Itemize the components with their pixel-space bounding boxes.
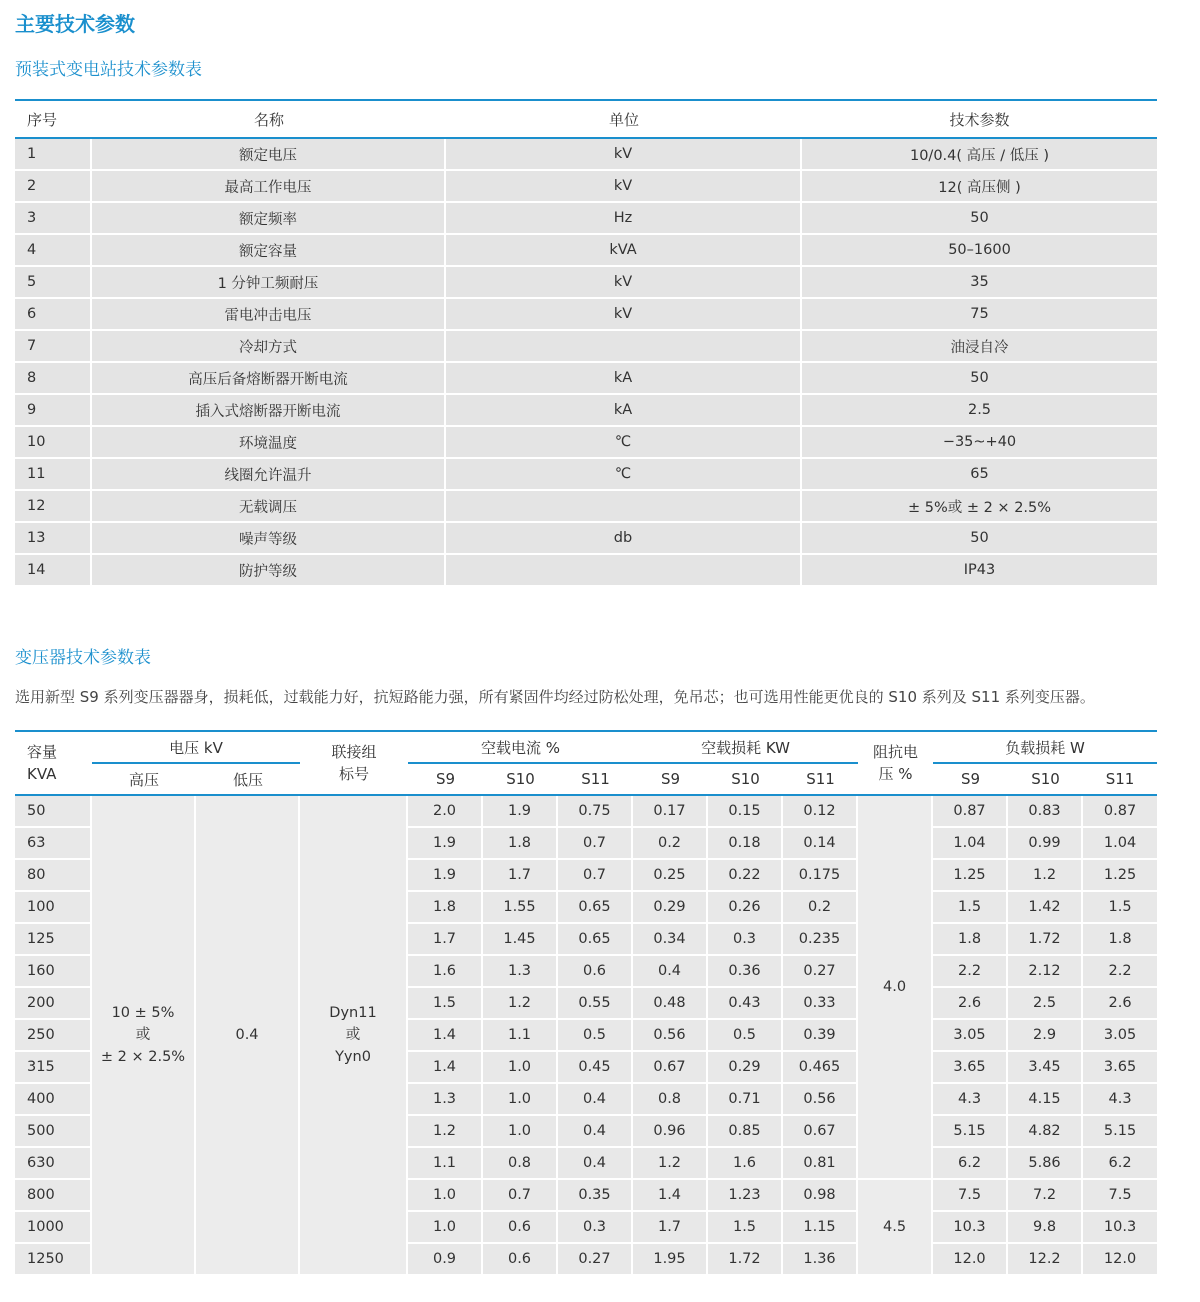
table-row: [15, 555, 1157, 587]
no-load-loss-cell: 0.27: [783, 956, 858, 988]
no-load-current-cell: 1.55: [483, 892, 558, 924]
load-loss-cell: 5.15: [933, 1116, 1008, 1148]
row-index: 7: [15, 331, 92, 363]
row-param: 65: [802, 459, 1157, 491]
no-load-loss-cell: 0.71: [708, 1084, 783, 1116]
capacity-cell: 160: [15, 956, 92, 988]
merged-line: 10 ± 5%: [111, 1005, 175, 1021]
header-impedance-line2: 压 %: [878, 765, 913, 783]
no-load-current-cell: 0.4: [558, 1148, 633, 1180]
no-load-loss-cell: 1.7: [633, 1212, 708, 1244]
no-load-loss-cell: 0.25: [633, 860, 708, 892]
header-nll-s11: S11: [783, 764, 858, 796]
no-load-loss-cell: 0.85: [708, 1116, 783, 1148]
no-load-current-cell: 1.0: [483, 1116, 558, 1148]
no-load-current-cell: 0.55: [558, 988, 633, 1020]
header-param: 技术参数: [802, 101, 1157, 139]
row-param: 12( 高压侧 ): [802, 171, 1157, 203]
load-loss-cell: 1.04: [1083, 828, 1157, 860]
no-load-loss-cell: 0.465: [783, 1052, 858, 1084]
load-loss-cell: 12.0: [933, 1244, 1008, 1276]
high-voltage-cell: [92, 796, 196, 1276]
no-load-current-cell: 1.2: [408, 1116, 483, 1148]
capacity-cell: 1250: [15, 1244, 92, 1276]
load-loss-cell: 1.8: [933, 924, 1008, 956]
no-load-loss-cell: 0.235: [783, 924, 858, 956]
no-load-loss-cell: 0.48: [633, 988, 708, 1020]
no-load-current-cell: 1.45: [483, 924, 558, 956]
no-load-current-cell: 1.2: [483, 988, 558, 1020]
load-loss-cell: 10.3: [1083, 1212, 1157, 1244]
header-high: 高压: [92, 764, 196, 796]
no-load-loss-cell: 0.12: [783, 796, 858, 828]
no-load-loss-cell: 1.6: [708, 1148, 783, 1180]
merged-line: ± 2 × 2.5%: [100, 1049, 186, 1065]
no-load-current-cell: 2.0: [408, 796, 483, 828]
load-loss-cell: 7.5: [1083, 1180, 1157, 1212]
table-row: [15, 139, 1157, 171]
capacity-cell: 100: [15, 892, 92, 924]
row-param: 35: [802, 267, 1157, 299]
load-loss-cell: 1.25: [933, 860, 1008, 892]
substation-params-table: [15, 99, 1157, 587]
header-connection-line1: 联接组: [331, 743, 377, 761]
no-load-current-cell: 1.4: [408, 1020, 483, 1052]
no-load-loss-cell: 0.26: [708, 892, 783, 924]
no-load-loss-cell: 0.29: [633, 892, 708, 924]
load-loss-cell: 5.86: [1008, 1148, 1083, 1180]
no-load-loss-cell: 0.29: [708, 1052, 783, 1084]
row-index: 12: [15, 491, 92, 523]
row-name: 高压后备熔断器开断电流: [92, 363, 446, 395]
table-row: [15, 235, 1157, 267]
row-param: 10/0.4( 高压 / 低压 ): [802, 139, 1157, 171]
load-loss-cell: 1.72: [1008, 924, 1083, 956]
load-loss-cell: 6.2: [1083, 1148, 1157, 1180]
no-load-loss-cell: 0.81: [783, 1148, 858, 1180]
no-load-loss-cell: 0.8: [633, 1084, 708, 1116]
capacity-cell: 500: [15, 1116, 92, 1148]
no-load-loss-cell: 0.67: [783, 1116, 858, 1148]
load-loss-cell: 4.82: [1008, 1116, 1083, 1148]
row-name: 额定电压: [92, 139, 446, 171]
load-loss-cell: 6.2: [933, 1148, 1008, 1180]
row-unit: kV: [446, 171, 802, 203]
no-load-current-cell: 1.1: [483, 1020, 558, 1052]
no-load-loss-cell: 0.34: [633, 924, 708, 956]
no-load-loss-cell: 0.96: [633, 1116, 708, 1148]
row-index: 10: [15, 427, 92, 459]
header-capacity: [15, 732, 92, 796]
load-loss-cell: 0.87: [933, 796, 1008, 828]
table2-intro: 选用新型 S9 系列变压器器身，损耗低，过载能力好，抗短路能力强，所有紧固件均经过防松处理，免吊芯；也可选用性能更优良的 S10 系列及 S11 系列变压器。: [15, 688, 1095, 706]
no-load-current-cell: 1.6: [408, 956, 483, 988]
header-connection: [300, 732, 408, 796]
no-load-current-cell: 0.75: [558, 796, 633, 828]
row-index: 2: [15, 171, 92, 203]
header-connection-line2: 标号: [338, 765, 369, 783]
capacity-cell: 80: [15, 860, 92, 892]
no-load-current-cell: 0.7: [558, 860, 633, 892]
header-load-loss: 负载损耗 W: [933, 732, 1157, 764]
load-loss-cell: 2.2: [1083, 956, 1157, 988]
capacity-cell: 250: [15, 1020, 92, 1052]
no-load-loss-cell: 0.14: [783, 828, 858, 860]
load-loss-cell: 12.0: [1083, 1244, 1157, 1276]
no-load-loss-cell: 0.56: [783, 1084, 858, 1116]
row-name: 冷却方式: [92, 331, 446, 363]
no-load-loss-cell: 0.4: [633, 956, 708, 988]
no-load-current-cell: 1.9: [408, 828, 483, 860]
table-row: [15, 363, 1157, 395]
no-load-loss-cell: 1.15: [783, 1212, 858, 1244]
row-index: 5: [15, 267, 92, 299]
row-name: 环境温度: [92, 427, 446, 459]
load-loss-cell: 1.25: [1083, 860, 1157, 892]
no-load-current-cell: 0.4: [558, 1084, 633, 1116]
no-load-current-cell: 1.0: [483, 1084, 558, 1116]
load-loss-cell: 4.3: [933, 1084, 1008, 1116]
load-loss-cell: 3.65: [1083, 1052, 1157, 1084]
load-loss-cell: 4.3: [1083, 1084, 1157, 1116]
no-load-current-cell: 1.0: [483, 1052, 558, 1084]
load-loss-cell: 1.2: [1008, 860, 1083, 892]
no-load-current-cell: 0.65: [558, 892, 633, 924]
no-load-loss-cell: 1.72: [708, 1244, 783, 1276]
table-row: [15, 299, 1157, 331]
row-index: 4: [15, 235, 92, 267]
row-name: 额定频率: [92, 203, 446, 235]
no-load-current-cell: 1.8: [408, 892, 483, 924]
load-loss-cell: 0.99: [1008, 828, 1083, 860]
row-param: −35~+40: [802, 427, 1157, 459]
no-load-loss-cell: 1.4: [633, 1180, 708, 1212]
header-nlc-s11: S11: [558, 764, 633, 796]
no-load-current-cell: 1.0: [408, 1212, 483, 1244]
capacity-cell: 630: [15, 1148, 92, 1180]
row-index: 8: [15, 363, 92, 395]
no-load-current-cell: 1.3: [483, 956, 558, 988]
load-loss-cell: 2.2: [933, 956, 1008, 988]
no-load-loss-cell: 1.95: [633, 1244, 708, 1276]
no-load-current-cell: 0.3: [558, 1212, 633, 1244]
capacity-cell: 63: [15, 828, 92, 860]
table-row: [15, 796, 1157, 828]
row-unit: [446, 491, 802, 523]
row-param: 50: [802, 523, 1157, 555]
row-param: 50: [802, 203, 1157, 235]
load-loss-cell: 2.6: [933, 988, 1008, 1020]
load-loss-cell: 3.05: [1083, 1020, 1157, 1052]
row-name: 1 分钟工频耐压: [92, 267, 446, 299]
no-load-current-cell: 1.7: [483, 860, 558, 892]
no-load-loss-cell: 0.98: [783, 1180, 858, 1212]
no-load-current-cell: 0.6: [558, 956, 633, 988]
row-param: 2.5: [802, 395, 1157, 427]
capacity-cell: 800: [15, 1180, 92, 1212]
table1-caption: 预装式变电站技术参数表: [15, 60, 202, 80]
row-param: ± 5%或 ± 2 × 2.5%: [802, 491, 1157, 523]
impedance-cell: 4.5: [858, 1180, 933, 1276]
header-capacity-line2: KVA: [27, 765, 57, 783]
no-load-loss-cell: 0.18: [708, 828, 783, 860]
table1-header-row: [15, 101, 1157, 139]
row-name: 噪声等级: [92, 523, 446, 555]
no-load-current-cell: 0.65: [558, 924, 633, 956]
no-load-current-cell: 1.9: [483, 796, 558, 828]
header-ll-s11: S11: [1083, 764, 1157, 796]
merged-line: Dyn11: [329, 1005, 377, 1021]
no-load-loss-cell: 0.22: [708, 860, 783, 892]
section-title: 主要技术参数: [15, 12, 135, 36]
header-nlc-s9: S9: [408, 764, 483, 796]
row-index: 14: [15, 555, 92, 587]
load-loss-cell: 9.8: [1008, 1212, 1083, 1244]
no-load-loss-cell: 0.67: [633, 1052, 708, 1084]
no-load-current-cell: 0.7: [483, 1180, 558, 1212]
no-load-current-cell: 0.8: [483, 1148, 558, 1180]
low-voltage-cell: 0.4: [196, 796, 300, 1276]
row-unit: kV: [446, 299, 802, 331]
no-load-current-cell: 1.5: [408, 988, 483, 1020]
load-loss-cell: 5.15: [1083, 1116, 1157, 1148]
row-param: 50: [802, 363, 1157, 395]
header-index: 序号: [15, 101, 92, 139]
row-unit: kVA: [446, 235, 802, 267]
no-load-current-cell: 1.3: [408, 1084, 483, 1116]
load-loss-cell: 0.87: [1083, 796, 1157, 828]
row-unit: db: [446, 523, 802, 555]
no-load-current-cell: 0.4: [558, 1116, 633, 1148]
row-name: 防护等级: [92, 555, 446, 587]
header-ll-s9: S9: [933, 764, 1008, 796]
load-loss-cell: 1.04: [933, 828, 1008, 860]
table-row: [15, 491, 1157, 523]
no-load-current-cell: 0.6: [483, 1244, 558, 1276]
no-load-current-cell: 1.8: [483, 828, 558, 860]
load-loss-cell: 12.2: [1008, 1244, 1083, 1276]
header-capacity-line1: 容量: [27, 743, 58, 761]
header-nll-s9: S9: [633, 764, 708, 796]
capacity-cell: 315: [15, 1052, 92, 1084]
no-load-loss-cell: 0.3: [708, 924, 783, 956]
no-load-current-cell: 0.5: [558, 1020, 633, 1052]
no-load-loss-cell: 0.36: [708, 956, 783, 988]
no-load-loss-cell: 0.175: [783, 860, 858, 892]
no-load-loss-cell: 0.17: [633, 796, 708, 828]
header-low: 低压: [196, 764, 300, 796]
row-name: 额定容量: [92, 235, 446, 267]
load-loss-cell: 3.05: [933, 1020, 1008, 1052]
load-loss-cell: 10.3: [933, 1212, 1008, 1244]
row-index: 6: [15, 299, 92, 331]
row-name: 最高工作电压: [92, 171, 446, 203]
no-load-loss-cell: 1.36: [783, 1244, 858, 1276]
row-param: IP43: [802, 555, 1157, 587]
header-impedance: [858, 732, 933, 796]
load-loss-cell: 0.83: [1008, 796, 1083, 828]
row-name: 无载调压: [92, 491, 446, 523]
row-param: 50–1600: [802, 235, 1157, 267]
header-ll-s10: S10: [1008, 764, 1083, 796]
load-loss-cell: 1.5: [933, 892, 1008, 924]
row-index: 1: [15, 139, 92, 171]
row-unit: [446, 331, 802, 363]
load-loss-cell: 7.2: [1008, 1180, 1083, 1212]
load-loss-cell: 2.12: [1008, 956, 1083, 988]
row-unit: kV: [446, 139, 802, 171]
capacity-cell: 1000: [15, 1212, 92, 1244]
merged-line: Yyn0: [335, 1049, 371, 1065]
no-load-current-cell: 1.9: [408, 860, 483, 892]
row-name: 插入式熔断器开断电流: [92, 395, 446, 427]
header-no-load-current: 空载电流 %: [408, 732, 633, 764]
row-unit: ℃: [446, 427, 802, 459]
load-loss-cell: 1.42: [1008, 892, 1083, 924]
load-loss-cell: 4.15: [1008, 1084, 1083, 1116]
no-load-current-cell: 0.45: [558, 1052, 633, 1084]
row-unit: kA: [446, 395, 802, 427]
header-no-load-loss: 空载损耗 KW: [633, 732, 858, 764]
row-index: 9: [15, 395, 92, 427]
row-unit: kA: [446, 363, 802, 395]
load-loss-cell: 7.5: [933, 1180, 1008, 1212]
header-nll-s10: S10: [708, 764, 783, 796]
row-unit: ℃: [446, 459, 802, 491]
no-load-current-cell: 1.7: [408, 924, 483, 956]
no-load-loss-cell: 0.5: [708, 1020, 783, 1052]
no-load-current-cell: 0.35: [558, 1180, 633, 1212]
no-load-current-cell: 1.4: [408, 1052, 483, 1084]
table-row: [15, 171, 1157, 203]
no-load-current-cell: 0.9: [408, 1244, 483, 1276]
table-row: [15, 331, 1157, 363]
table-row: [15, 523, 1157, 555]
capacity-cell: 125: [15, 924, 92, 956]
no-load-loss-cell: 1.2: [633, 1148, 708, 1180]
header-name: 名称: [92, 101, 446, 139]
no-load-loss-cell: 0.43: [708, 988, 783, 1020]
merged-line: 或: [135, 1027, 151, 1043]
row-index: 13: [15, 523, 92, 555]
no-load-current-cell: 0.6: [483, 1212, 558, 1244]
table-row: [15, 395, 1157, 427]
table-row: [15, 459, 1157, 491]
no-load-loss-cell: 0.2: [783, 892, 858, 924]
table2-caption: 变压器技术参数表: [15, 648, 151, 668]
no-load-loss-cell: 1.23: [708, 1180, 783, 1212]
header-unit: 单位: [446, 101, 802, 139]
load-loss-cell: 2.9: [1008, 1020, 1083, 1052]
row-index: 3: [15, 203, 92, 235]
no-load-loss-cell: 0.2: [633, 828, 708, 860]
no-load-loss-cell: 0.56: [633, 1020, 708, 1052]
impedance-cell: 4.0: [858, 796, 933, 1180]
row-unit: Hz: [446, 203, 802, 235]
merged-line: 或: [345, 1027, 361, 1043]
load-loss-cell: 2.6: [1083, 988, 1157, 1020]
load-loss-cell: 2.5: [1008, 988, 1083, 1020]
row-unit: kV: [446, 267, 802, 299]
no-load-current-cell: 0.27: [558, 1244, 633, 1276]
load-loss-cell: 3.45: [1008, 1052, 1083, 1084]
no-load-current-cell: 1.0: [408, 1180, 483, 1212]
row-param: 油浸自冷: [802, 331, 1157, 363]
transformer-params-table: [15, 730, 1157, 1276]
header-impedance-line1: 阻抗电: [873, 743, 919, 761]
no-load-loss-cell: 1.5: [708, 1212, 783, 1244]
row-index: 11: [15, 459, 92, 491]
table-row: [15, 267, 1157, 299]
capacity-cell: 400: [15, 1084, 92, 1116]
load-loss-cell: 1.5: [1083, 892, 1157, 924]
header-nlc-s10: S10: [483, 764, 558, 796]
row-name: 雷电冲击电压: [92, 299, 446, 331]
connection-cell: [300, 796, 408, 1276]
no-load-loss-cell: 0.15: [708, 796, 783, 828]
header-voltage: 电压 kV: [92, 732, 300, 764]
table-row: [15, 203, 1157, 235]
no-load-current-cell: 0.7: [558, 828, 633, 860]
row-param: 75: [802, 299, 1157, 331]
capacity-cell: 200: [15, 988, 92, 1020]
capacity-cell: 50: [15, 796, 92, 828]
no-load-loss-cell: 0.39: [783, 1020, 858, 1052]
table-row: [15, 427, 1157, 459]
load-loss-cell: 3.65: [933, 1052, 1008, 1084]
no-load-current-cell: 1.1: [408, 1148, 483, 1180]
no-load-loss-cell: 0.33: [783, 988, 858, 1020]
row-unit: [446, 555, 802, 587]
row-name: 线圈允许温升: [92, 459, 446, 491]
load-loss-cell: 1.8: [1083, 924, 1157, 956]
